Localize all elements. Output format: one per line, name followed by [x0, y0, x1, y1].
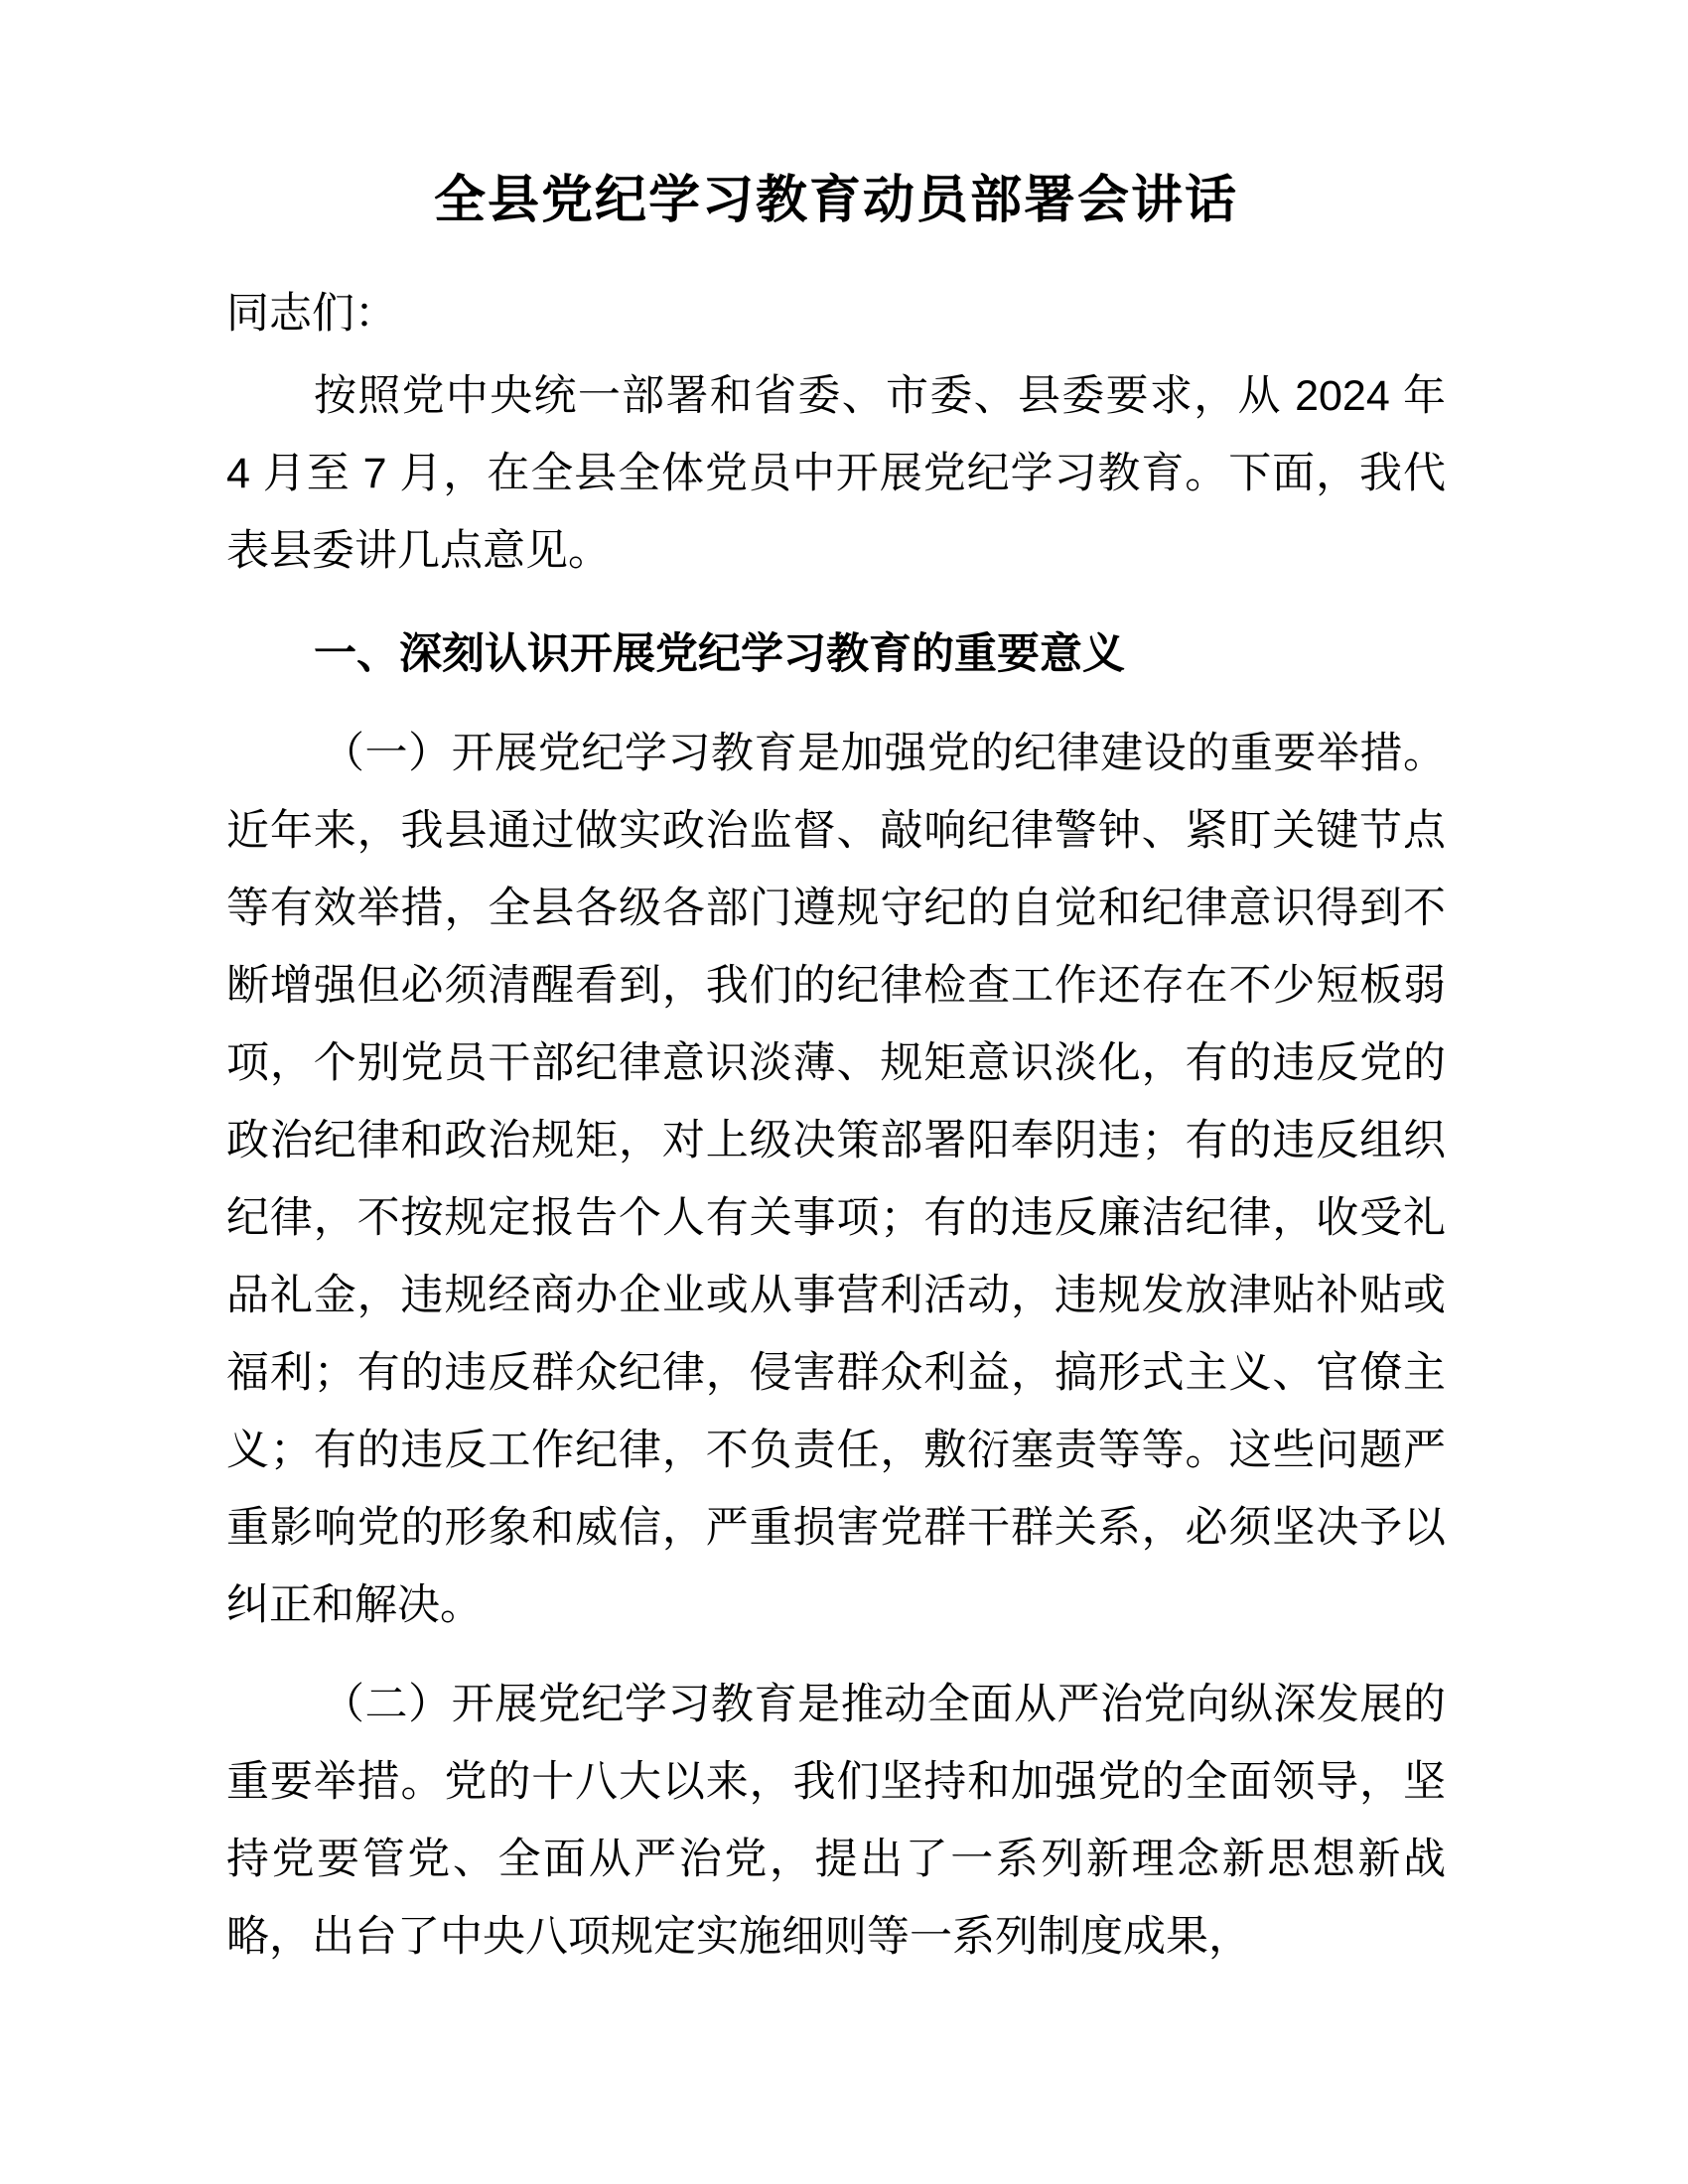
subsection-one-paragraph: （一）开展党纪学习教育是加强党的纪律建设的重要举措。近年来，我县通过做实政治监督、敲响纪律警钟、紧盯关键节点等有效举措，全县各级各部门遵规守纪的自觉和纪律意识得到不断增强但必须清醒看到，我们的纪律检查工作还存在不少短板弱项，个别党员干部纪律意识淡薄、规矩意识淡化，有的违反党的政治纪律和政治规矩，对上级决策部署阳奉阴违；有的违反组织纪律，不按规定报告个人有关事项；有的违反廉洁纪律，收受礼品礼金，违规经商办企业或从事营利活动，违规发放津贴补贴或福利；有的违反群众纪律，侵害群众利益，搞形式主义、官僚主义；有的违反工作纪律，不负责任，敷衍塞责等等。这些问题严重影响党的形象和威信，严重损害党群干群关系，必须坚决予以纠正和解决。	[226, 730, 1446, 1629]
section-one-heading: 一、深刻认识开展党纪学习教育的重要意义	[314, 630, 1125, 678]
document-content	[226, 0, 1446, 1976]
subsection-two-paragraph: （二）开展党纪学习教育是推动全面从严治党向纵深发展的重要举措。党的十八大以来，我们坚持和加强党的全面领导，坚持党要管党、全面从严治党，提出了一系列新理念新思想新战略，出台了中央八项规定实施细则等一系列制度成果，	[226, 1681, 1446, 1961]
salutation: 同志们：	[226, 290, 397, 338]
page-title: 全县党纪学习教育动员部署会讲话	[433, 172, 1238, 229]
intro-paragraph: 按照党中央统一部署和省委、市委、县委要求，从 2024 年 4 月至 7 月，在全县全体党员中开展党纪学习教育。下面，我代表县委讲几点意见。	[226, 372, 1446, 575]
